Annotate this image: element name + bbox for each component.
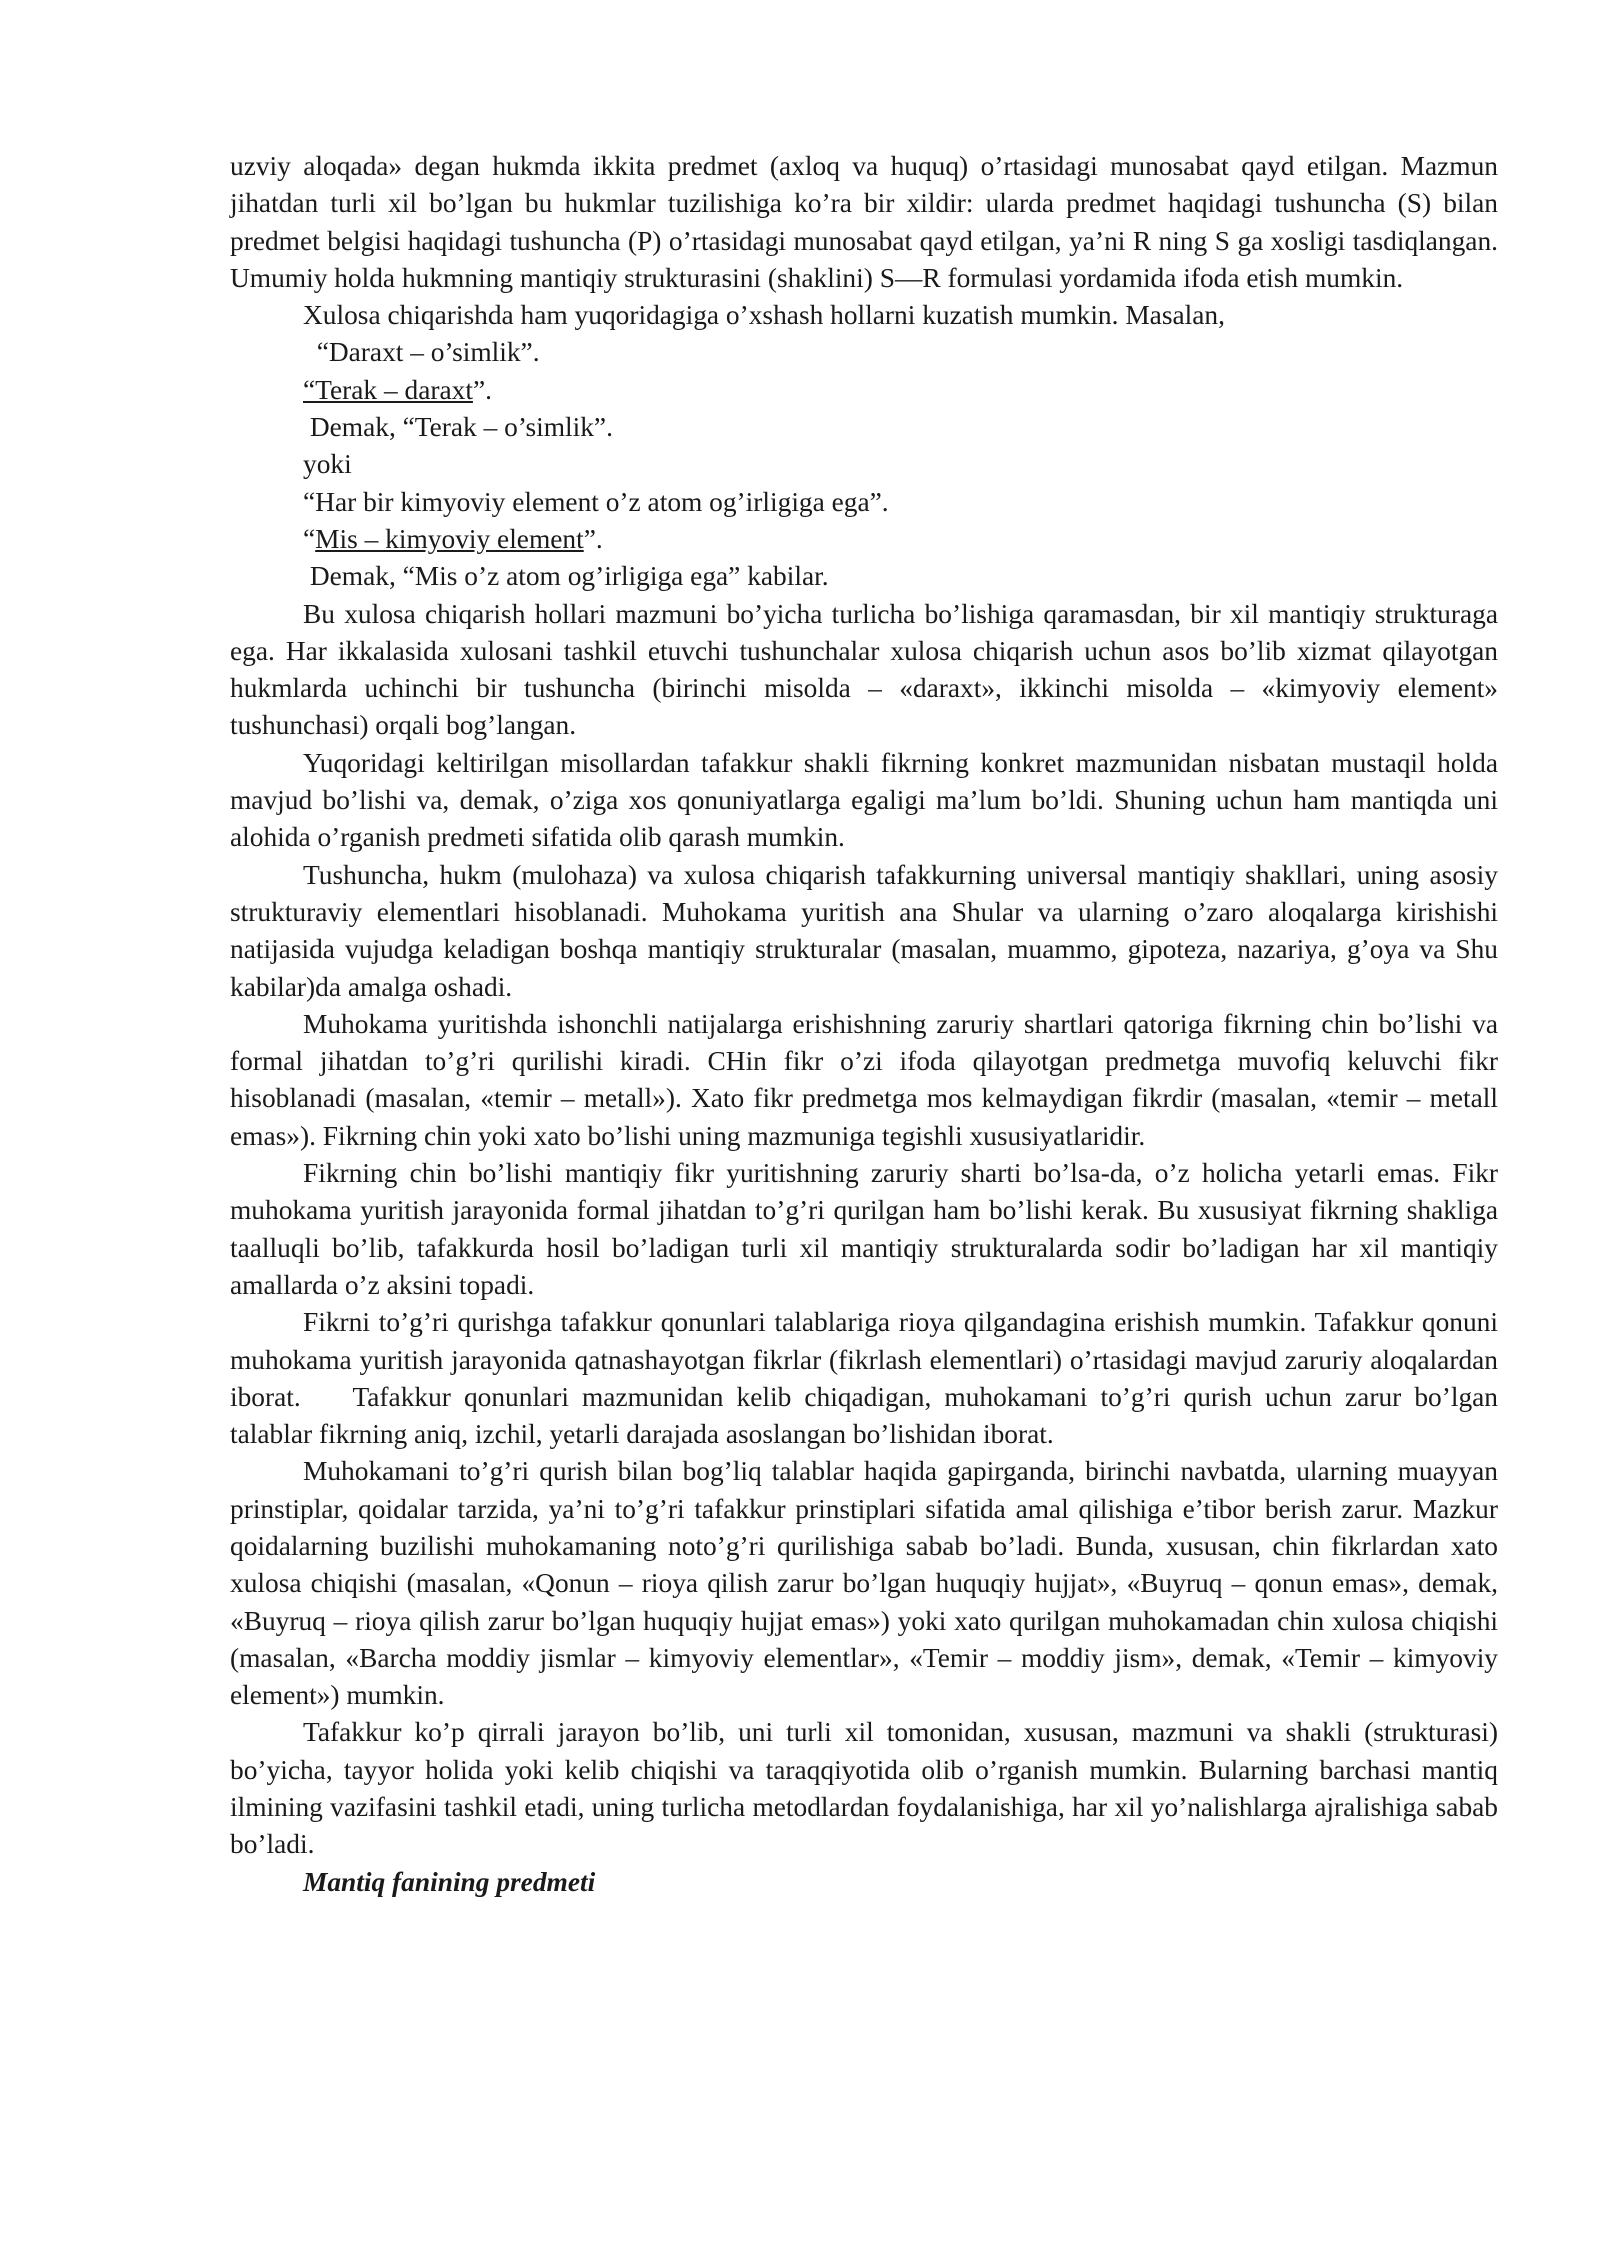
example-2-premise-2 — [230, 521, 1498, 558]
example-1-premise-2-tail: ”. — [472, 374, 492, 405]
paragraph-10: Tafakkur ko’p qirrali jarayon bo’lib, uni turli xil tomonidan, xususan, mazmuni va shakli (strukturasi) bo’yicha, tayyor holida yoki kelib chiqishi va taraqqiyotida olib o’rganish mumkin. Bularning barchasi mantiq ilmining vazifasini tashkil etadi, uning turlicha metodlardan foydalanishiga, har xil yo’nalishlarga ajralishiga sabab bo’ladi. — [230, 1717, 1498, 1860]
example-2-premise-2-tail: ”. — [583, 523, 603, 554]
document-page — [230, 148, 1505, 1901]
paragraph-5: Tushuncha, hukm (mulohaza) va xulosa chiqarish tafakkurning universal mantiqiy shakllari, uning asosiy strukturaviy elementlari hisoblanadi. Muhokama yuritish ana Shular va ularning o’zaro aloqalarga kirishishi natijasida vujudga keladigan boshqa mantiqiy strukturalar (masalan, muammo, gipoteza, nazariya, g’oya va Shu kabilar)da amalga oshadi. — [230, 859, 1498, 1002]
example-1-conclusion: Demak, “Terak – o’simlik”. — [303, 412, 613, 443]
paragraph-2: Xulosa chiqarishda ham yuqoridagiga o’xshash hollarni kuzatish mumkin. Masalan, — [303, 300, 1225, 331]
example-2-premise-2-underlined: Mis – kimyoviy element — [315, 523, 584, 554]
paragraph-9: Muhokamani to’g’ri qurish bilan bog’liq talablar haqida gapirganda, birinchi navbatda, ularning muayyan prinstiplar, qoidalar tarzida, ya’ni to’g’ri tafakkur prinstiplari sifatida amal qilishiga e’tibor berish zarur. Mazkur qoidalarning buzilishi muhokamaning noto’g’ri qurilishiga sabab bo’ladi. Bunda, xususan, chin fikrlardan xato xulosa chiqishi (masalan, «Qonun – rioya qilish zarur bo’lgan huquqiy hujjat», «Buyruq – qonun emas», demak, «Buyruq – rioya qilish zarur bo’lgan huquqiy hujjat emas») yoki xato qurilgan muhokamadan chin xulosa chiqishi (masalan, «Barcha moddiy jismlar – kimyoviy elementlar», «Temir – moddiy jism», demak, «Temir – kimyoviy element») mumkin. — [230, 1456, 1498, 1711]
paragraph-3: Bu xulosa chiqarish hollari mazmuni bo’yicha turlicha bo’lishiga qaramasdan, bir xil mantiqiy strukturaga ega. Har ikkalasida xulosani tashkil etuvchi tushunchalar xulosa chiqarish uchun asos bo’lib xizmat qilayotgan hukmlarda uchinchi bir tushuncha (birinchi misolda – «daraxt», ikkinchi misolda – «kimyoviy element» tushunchasi) orqali bog’langan. — [230, 598, 1498, 741]
example-1-premise-2 — [230, 372, 1498, 409]
example-2-premise-2-head: “ — [303, 523, 316, 554]
paragraph-7: Fikrning chin bo’lishi mantiqiy fikr yuritishning zaruriy sharti bo’lsa-da, o’z holicha yetarli emas. Fikr muhokama yuritish jarayonida formal jihatdan to’g’ri qurilgan ham bo’lishi kerak. Bu xususiyat fikrning shakliga taalluqli bo’lib, tafakkurda hosil bo’ladigan turli xil mantiqiy strukturalarda sodir bo’ladigan har xil mantiqiy amallarda o’z aksini topadi. — [230, 1158, 1498, 1300]
example-2-conclusion: Demak, “Mis o’z atom og’irligiga ega” kabilar. — [303, 561, 829, 592]
paragraph-4: Yuqoridagi keltirilgan misollardan tafakkur shakli fikrning konkret mazmunidan nisbatan mustaqil holda mavjud bo’lishi va, demak, o’ziga xos qonuniyatlarga egaligi ma’lum bo’ldi. Shuning uchun ham mantiqda uni alohida o’rganish predmeti sifatida olib qarash mumkin. — [230, 747, 1498, 853]
connector-text: yoki — [303, 449, 352, 480]
example-1-premise-2-underlined: “Terak – daraxt — [303, 374, 473, 405]
paragraph-1: uzviy aloqada» degan hukmda ikkita predmet (axloq va huquq) o’rtasidagi munosabat qayd etilgan. Mazmun jihatdan turli xil bo’lgan bu hukmlar tuzilishiga ko’ra bir xildir: ularda predmet haqidagi tushuncha (S) bilan predmet belgisi haqidagi tushuncha (P) o’rtasidagi munosabat qayd etilgan, ya’ni R ning S ga xosligi tasdiqlangan. Umumiy holda hukmning mantiqiy strukturasini (shaklini) S—R formulasi yordamida ifoda etish mumkin. — [230, 151, 1498, 293]
section-heading: Mantiq fanining predmeti — [303, 1866, 596, 1897]
paragraph-8: Fikrni to’g’ri qurishga tafakkur qonunlari talablariga rioya qilgandagina erishish mumkin. Tafakkur qonuni muhokama yuritish jarayonida qatnashayotgan fikrlar (fikrlash elementlari) o’rtasidagi mavjud zaruriy aloqalardan iborat. Tafakkur qonunlari mazmunidan kelib chiqadigan, muhokamani to’g’ri qurish uchun zarur bo’lgan talablar fikrning aniq, izchil, yetarli darajada asoslangan bo’lishidan iborat. — [230, 1307, 1505, 1450]
example-1-premise-1: “Daraxt – o’simlik”. — [303, 337, 540, 368]
paragraph-6: Muhokama yuritishda ishonchli natijalarga erishishning zaruriy shartlari qatoriga fikrning chin bo’lishi va formal jihatdan to’g’ri qurilishi kiradi. CHin fikr o’zi ifoda qilayotgan predmetga muvofiq keluvchi fikr hisoblanadi (masalan, «temir – metall»). Xato fikr predmetga mos kelmaydigan fikrdir (masalan, «temir – metall emas»). Fikrning chin yoki xato bo’lishi uning mazmuniga tegishli xususiyatlaridir. — [230, 1008, 1498, 1151]
example-2-premise-1: “Har bir kimyoviy element o’z atom og’irligiga ega”. — [303, 486, 889, 517]
